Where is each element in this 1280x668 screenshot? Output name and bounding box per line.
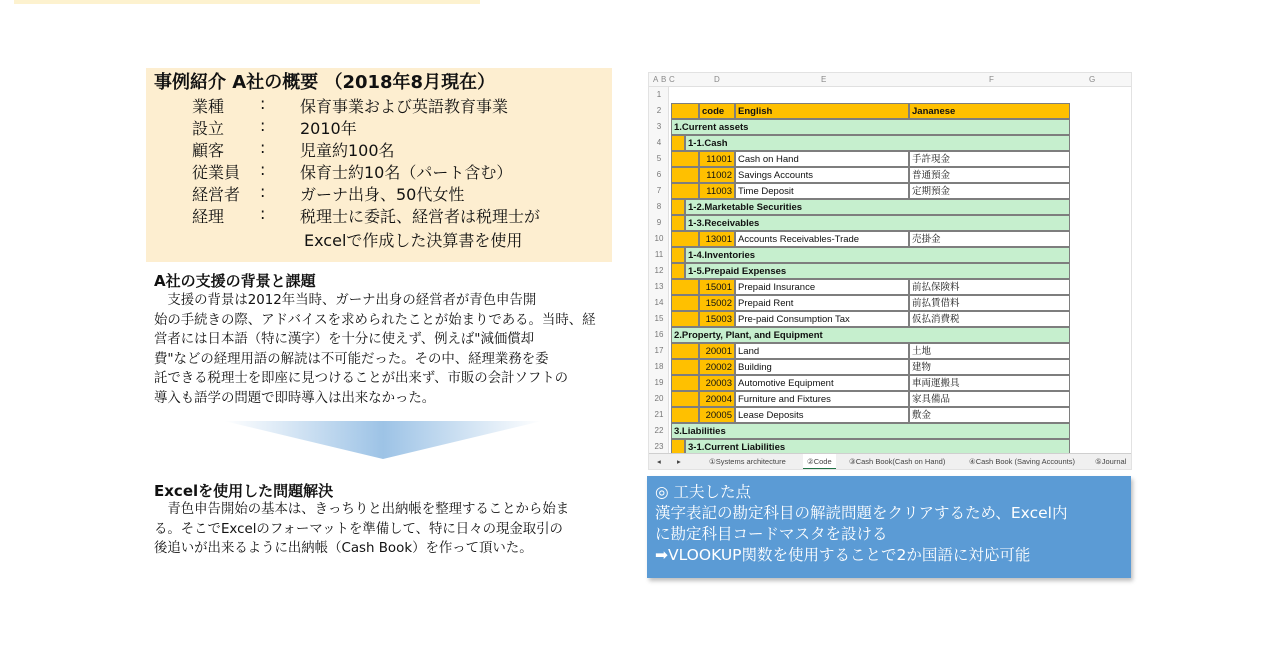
text-line: 青色申告開始の基本は、きっちりと出納帳を整理することから始ま <box>154 502 570 517</box>
indent-cell[interactable] <box>671 135 685 151</box>
code-cell[interactable]: 20001 <box>699 343 735 359</box>
tab-journal[interactable]: ⑤Journal <box>1095 457 1127 466</box>
row-number: 1 <box>656 90 662 99</box>
overview-value: 2010年 <box>300 119 357 138</box>
column-letter: D <box>714 75 720 84</box>
japanese-name-cell[interactable]: 車両運搬具 <box>909 375 1070 391</box>
tab-code[interactable]: ②Code <box>803 454 836 470</box>
code-cell[interactable]: 15001 <box>699 279 735 295</box>
overview-key: 業種 <box>192 97 225 116</box>
solution-title: Excelを使用した問題解決 <box>154 482 334 500</box>
indent-cell[interactable] <box>671 247 685 263</box>
overview-colon: : <box>260 204 266 223</box>
english-name-cell[interactable]: Time Deposit <box>735 183 909 199</box>
overview-value: 税理士に委託、経営者は税理士が <box>300 207 541 226</box>
row-number: 17 <box>654 346 664 355</box>
indent-cell[interactable] <box>671 279 699 295</box>
indent-cell[interactable] <box>671 343 699 359</box>
indent-cell[interactable] <box>671 183 699 199</box>
down-arrow-shape <box>224 421 542 459</box>
background-title: A社の支援の背景と課題 <box>154 272 316 290</box>
row-number: 9 <box>656 218 662 227</box>
overview-value: 保育事業および英語教育事業 <box>300 97 509 116</box>
row-number: 21 <box>654 410 664 419</box>
tab-nav-left-icon[interactable]: ◂ <box>657 457 661 466</box>
overview-key: 経営者 <box>192 185 241 204</box>
column-letter: C <box>669 75 675 84</box>
excel-code-master-sheet[interactable] <box>648 72 1132 470</box>
row-number: 15 <box>654 314 664 323</box>
row-number: 20 <box>654 394 664 403</box>
row-number: 8 <box>656 202 662 211</box>
overview-colon: : <box>260 116 266 135</box>
row-number: 6 <box>656 170 662 179</box>
indent-cell[interactable] <box>671 375 699 391</box>
code-cell[interactable]: 11001 <box>699 151 735 167</box>
english-name-cell[interactable]: Accounts Receivables-Trade <box>735 231 909 247</box>
category-cell[interactable]: 2.Property, Plant, and Equipment <box>671 327 1070 343</box>
japanese-name-cell[interactable]: 土地 <box>909 343 1070 359</box>
code-cell[interactable]: 15002 <box>699 295 735 311</box>
indent-cell[interactable] <box>671 391 699 407</box>
indent-cell[interactable] <box>671 295 699 311</box>
row-number: 14 <box>654 298 664 307</box>
text-line: 支援の背景は2012年当時、ガーナ出身の経営者が青色申告開 <box>154 293 537 308</box>
text-line: 導入も語学の問題で即時導入は出来なかった。 <box>154 390 436 406</box>
japanese-name-cell[interactable]: 普通預金 <box>909 167 1070 183</box>
category-cell[interactable]: 3.Liabilities <box>671 423 1070 439</box>
subcategory-cell[interactable]: 1-1.Cash <box>685 135 1070 151</box>
english-name-cell[interactable]: Cash on Hand <box>735 151 909 167</box>
callout-line: 漢字表記の勘定科目の解読問題をクリアするため、Excel内 <box>655 504 1068 522</box>
tab-cash-book-savings[interactable]: ④Cash Book (Saving Accounts) <box>969 457 1075 466</box>
indent-cell[interactable] <box>671 407 699 423</box>
subcategory-cell[interactable]: 1-2.Marketable Securities <box>685 199 1070 215</box>
english-name-cell[interactable]: Building <box>735 359 909 375</box>
company-overview-box <box>146 68 612 262</box>
overview-colon: : <box>260 94 266 113</box>
overview-colon: : <box>260 182 266 201</box>
row-number: 13 <box>654 282 664 291</box>
subcategory-cell[interactable]: 1-4.Inventories <box>685 247 1070 263</box>
text-line: 営者には日本語（特に漢字）を十分に使えず、例えば"減価償却 <box>154 332 535 347</box>
japanese-name-cell[interactable]: 家具備品 <box>909 391 1070 407</box>
japanese-name-cell[interactable]: 手許現金 <box>909 151 1070 167</box>
code-cell[interactable]: 20002 <box>699 359 735 375</box>
indent-cell[interactable] <box>671 231 699 247</box>
tip-callout <box>647 476 1131 578</box>
english-name-cell[interactable]: Prepaid Rent <box>735 295 909 311</box>
row-number: 4 <box>656 138 662 147</box>
header-cell-japanese[interactable]: Jananese <box>909 103 1070 119</box>
row-number: 10 <box>654 234 664 243</box>
background-text <box>154 291 596 408</box>
solution-text <box>154 500 569 559</box>
indent-cell[interactable] <box>671 199 685 215</box>
overview-key: 従業員 <box>192 163 241 182</box>
overview-key: 顧客 <box>192 141 225 160</box>
column-header-bar <box>649 73 1132 87</box>
text-line: る。そこでExcelのフォーマットを準備して、特に日々の現金取引の <box>154 521 563 537</box>
english-name-cell[interactable]: Lease Deposits <box>735 407 909 423</box>
row-number: 19 <box>654 378 664 387</box>
overview-key: 設立 <box>192 119 225 138</box>
column-letter: G <box>1089 75 1096 84</box>
row-number: 7 <box>656 186 662 195</box>
code-cell[interactable]: 20003 <box>699 375 735 391</box>
overview-title: 事例紹介 A社の概要 （2018年8月現在） <box>154 72 496 93</box>
japanese-name-cell[interactable]: 売掛金 <box>909 231 1070 247</box>
callout-line: に勘定科目コードマスタを設ける <box>655 525 888 543</box>
code-cell[interactable]: 13001 <box>699 231 735 247</box>
category-cell[interactable]: 1.Current assets <box>671 119 1070 135</box>
row-number: 23 <box>654 442 664 451</box>
english-name-cell[interactable]: Prepaid Insurance <box>735 279 909 295</box>
row-number: 16 <box>654 330 664 339</box>
header-cell-english[interactable]: English <box>735 103 909 119</box>
row-number: 2 <box>656 106 662 115</box>
top-accent-bar <box>14 0 480 4</box>
row-number: 22 <box>654 426 664 435</box>
tab-cash-book-cash[interactable]: ③Cash Book(Cash on Hand) <box>849 457 946 466</box>
indent-cell[interactable] <box>671 311 699 327</box>
overview-key: 経理 <box>192 207 225 226</box>
japanese-name-cell[interactable]: 仮払消費税 <box>909 311 1070 327</box>
text-line: 始の手続きの際、アドバイスを求められたことが始まりである。当時、経 <box>154 312 596 328</box>
row-number: 5 <box>656 154 662 163</box>
english-name-cell[interactable]: Furniture and Fixtures <box>735 391 909 407</box>
overview-value: 児童約100名 <box>300 141 395 160</box>
indent-cell[interactable] <box>671 359 699 375</box>
indent-cell[interactable] <box>671 263 685 279</box>
code-cell[interactable]: 20005 <box>699 407 735 423</box>
row-number: 18 <box>654 362 664 371</box>
tab-nav-right-icon[interactable]: ▸ <box>677 457 681 466</box>
column-letter: B <box>661 75 667 84</box>
overview-value: 保育士約10名（パート含む） <box>300 163 513 182</box>
subcategory-cell[interactable]: 1-3.Receivables <box>685 215 1070 231</box>
column-letter: F <box>989 75 994 84</box>
code-cell[interactable]: 11003 <box>699 183 735 199</box>
overview-colon: : <box>260 138 266 157</box>
subcategory-cell[interactable]: 1-5.Prepaid Expenses <box>685 263 1070 279</box>
text-line: 後追いが出来るように出納帳（Cash Book）を作って頂いた。 <box>154 541 533 556</box>
tab-systems-architecture[interactable]: ①Systems architecture <box>709 457 786 466</box>
indent-cell[interactable] <box>671 167 699 183</box>
japanese-name-cell[interactable]: 建物 <box>909 359 1070 375</box>
overview-value: ガーナ出身、50代女性 <box>300 185 465 204</box>
code-cell[interactable]: 15003 <box>699 311 735 327</box>
callout-heading: ◎ 工夫した点 <box>655 483 751 501</box>
text-line: 託できる税理士を即座に見つけることが出来ず、市販の会計ソフトの <box>154 371 569 386</box>
english-name-cell[interactable]: Savings Accounts <box>735 167 909 183</box>
column-letter: A <box>653 75 659 84</box>
code-cell[interactable]: 20004 <box>699 391 735 407</box>
header-cell-blank[interactable] <box>671 103 699 119</box>
row-number: 3 <box>656 122 662 131</box>
sheet-tab-bar <box>649 453 1132 470</box>
english-name-cell[interactable]: Land <box>735 343 909 359</box>
japanese-name-cell[interactable]: 定期預金 <box>909 183 1070 199</box>
row-number: 12 <box>654 266 664 275</box>
indent-cell[interactable] <box>671 215 685 231</box>
english-name-cell[interactable]: Automotive Equipment <box>735 375 909 391</box>
japanese-name-cell[interactable]: 敷金 <box>909 407 1070 423</box>
header-cell-code[interactable]: code <box>699 103 735 119</box>
column-letter: E <box>821 75 827 84</box>
code-cell[interactable]: 11002 <box>699 167 735 183</box>
indent-cell[interactable] <box>671 151 699 167</box>
english-name-cell[interactable]: Pre-paid Consumption Tax <box>735 311 909 327</box>
japanese-name-cell[interactable]: 前払保険料 <box>909 279 1070 295</box>
row-number: 11 <box>654 250 664 259</box>
text-line: 費"などの経理用語の解読は不可能だった。その中、経理業務を委 <box>154 351 549 367</box>
japanese-name-cell[interactable]: 前払賃借料 <box>909 295 1070 311</box>
callout-line: ➡VLOOKUP関数を使用することで2か国語に対応可能 <box>655 546 1031 564</box>
overview-colon: : <box>260 160 266 179</box>
overview-continuation: Excelで作成した決算書を使用 <box>304 231 523 250</box>
subcategory-cell[interactable]: 3-1.Current Liabilities <box>685 439 1070 455</box>
